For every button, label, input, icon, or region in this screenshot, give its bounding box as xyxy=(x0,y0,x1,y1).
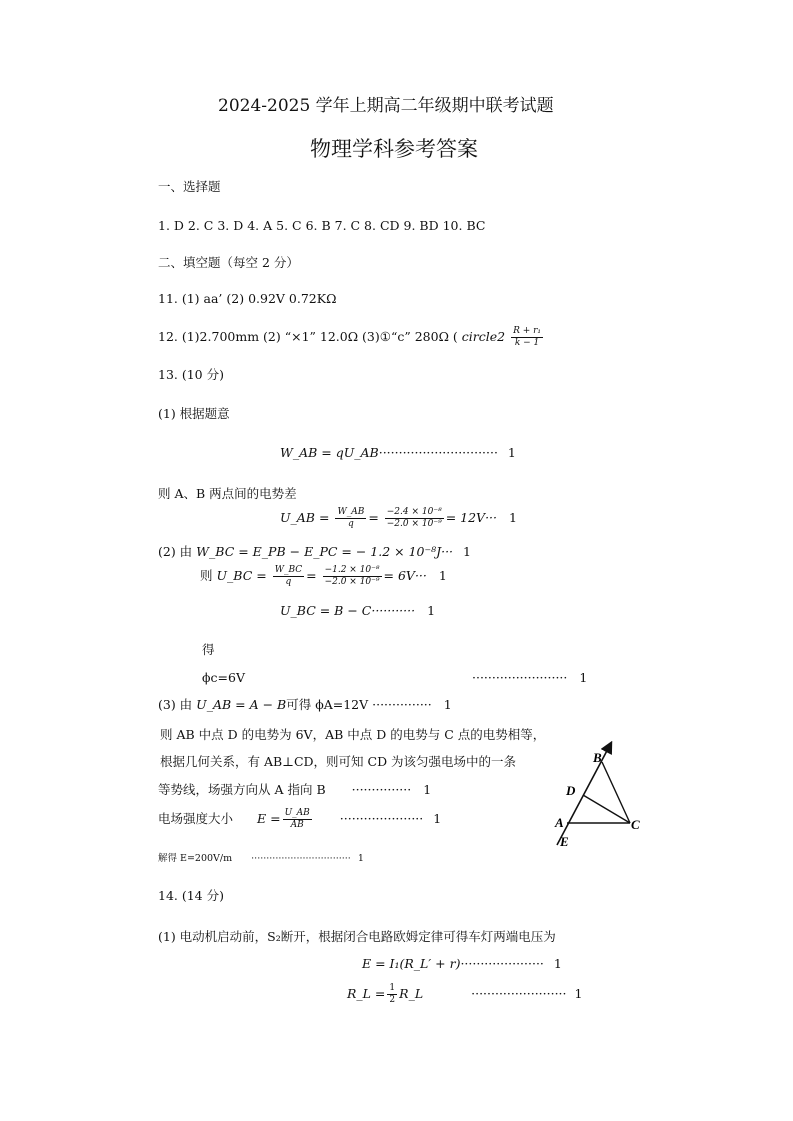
phi-c-score xyxy=(472,672,587,685)
eq-work-ab xyxy=(280,447,516,460)
q12-answer xyxy=(158,327,545,348)
score: 1 xyxy=(509,510,517,525)
section-choice-heading: 一、选择题 xyxy=(158,179,221,194)
p3-line3-text: 等势线，场强方向从 A 指向 B xyxy=(158,782,326,797)
eq-wbc-expr: W_BC = E_PB − E_PC = − 1.2 × 10⁻⁸J··· xyxy=(196,544,454,559)
frac-den: −2.0 × 10⁻⁹ xyxy=(386,519,442,529)
jiede-line xyxy=(158,854,364,864)
eq-wbc xyxy=(158,546,471,559)
q13-part2-label: (2) 由 xyxy=(158,544,193,559)
p3-line4 xyxy=(158,805,441,833)
frac-num: 1 xyxy=(389,982,396,993)
eq-uab-lhs: U_AB = xyxy=(280,510,330,525)
eq-uab-rhs: = 12V··· xyxy=(445,510,498,525)
frac-den: q xyxy=(285,577,292,587)
choice-answers: 1. D 2. C 3. D 4. A 5. C 6. B 7. C 8. CD 9. BD 10. BC xyxy=(158,218,486,233)
p3-line3 xyxy=(158,784,431,797)
phi-c: ϕc=6V xyxy=(202,670,245,685)
dots: ··············· xyxy=(351,782,412,797)
q13-part3 xyxy=(158,699,452,712)
eq-ubc: 则 U_BC = $\frac{W\_BC}{q}$ = $\frac{\text{−1.2 × 10⁻⁸}}{\text{−2.0 × 10⁻⁹}}$ = 6V··· 1 xyxy=(200,565,447,587)
q12-circle: circle2 xyxy=(461,329,506,344)
eq-ubc-lhs: U_BC = xyxy=(216,568,267,583)
score: 1 xyxy=(574,985,583,1001)
dots: ························ xyxy=(471,985,567,1001)
q12-fraction xyxy=(511,327,543,348)
frac-den: AB xyxy=(290,819,304,830)
frac-num: U_AB xyxy=(284,807,310,818)
eq-e-i1 xyxy=(362,958,562,971)
eq-ubc2 xyxy=(280,605,435,618)
p3-line4-text: 电场强度大小 xyxy=(158,810,234,826)
eq-e-lhs: E = xyxy=(257,810,281,826)
q13-part1-label: (1) 根据题意 xyxy=(158,406,230,421)
score: 1 xyxy=(357,853,364,864)
frac-wbc-q xyxy=(273,566,304,587)
q14-heading: 14. (14 分) xyxy=(158,888,224,903)
eq-ubc-rhs: = 6V··· xyxy=(383,568,427,583)
score: 1 xyxy=(443,697,452,712)
label-d: D xyxy=(566,783,576,798)
dots: ····················· xyxy=(460,956,544,971)
label-e: E xyxy=(560,834,569,849)
eq-uab: U_AB = $\frac{W\_AB}{q}$ = $\frac{\text{−2.4 × 10⁻⁸}}{\text{−2.0 × 10⁻⁹}}$ = 12V··· 1 xyxy=(280,507,517,529)
label-a: A xyxy=(555,815,564,830)
eq-uab3: U_AB = A − B xyxy=(196,697,287,712)
ubc-prefix: 则 xyxy=(200,568,213,583)
score: 1 xyxy=(579,670,588,685)
de-text: 得 xyxy=(202,642,215,657)
frac-half xyxy=(387,984,397,1005)
p3-line1: 则 AB 中点 D 的电势为 6V，AB 中点 D 的电势与 C 点的电势相等， xyxy=(160,727,546,742)
dots: ························ xyxy=(472,670,568,685)
dots: ································· xyxy=(251,853,351,864)
eq-w-ab: W_AB = qU_AB xyxy=(280,445,379,460)
part3-suffix: 可得 ϕA=12V ··············· xyxy=(286,697,432,712)
frac-num: W_BC xyxy=(274,565,303,575)
eq-rl-lhs: R_L = xyxy=(347,985,386,1001)
q12-frac-den: k − 1 xyxy=(514,338,540,348)
score: 1 xyxy=(463,544,471,559)
q12-text: 12. (1)2.700mm (2) “×1” 12.0Ω (3)①“c” 280Ω ( xyxy=(158,329,458,344)
frac-den: −2.0 × 10⁻⁹ xyxy=(324,577,380,587)
score: 1 xyxy=(433,810,442,826)
frac-ubc xyxy=(323,566,382,587)
score: 1 xyxy=(423,782,432,797)
field-diagram xyxy=(545,735,655,855)
frac-num: W_AB xyxy=(337,507,365,517)
dots: ······························ xyxy=(378,445,498,460)
part3-prefix: (3) 由 xyxy=(158,697,193,712)
frac-num: −2.4 × 10⁻⁸ xyxy=(386,507,442,517)
score: 1 xyxy=(438,568,447,583)
q13-uab-text: 则 A、B 两点间的电势差 xyxy=(158,486,297,501)
eq-e-i1-expr: E = I₁(R_L′ + r) xyxy=(362,956,461,971)
q11-answer: 11. (1) aa’ (2) 0.92V 0.72KΩ xyxy=(158,291,337,306)
dots: ····················· xyxy=(339,810,424,826)
score: 1 xyxy=(507,445,516,460)
q12-frac-num: R + r₁ xyxy=(513,326,542,336)
label-c: C xyxy=(631,817,640,832)
score: 1 xyxy=(427,603,436,618)
frac-e xyxy=(283,809,312,830)
q14-part1: (1) 电动机启动前，S₂断开，根据闭合电路欧姆定律可得车灯两端电压为 xyxy=(158,929,556,944)
frac-uab xyxy=(385,508,444,529)
jiede-text: 解得 E=200V/m xyxy=(158,853,233,864)
label-b: B xyxy=(593,750,602,765)
frac-wab-q xyxy=(335,508,366,529)
eq-ubc2-expr: U_BC = B − C··········· xyxy=(280,603,416,618)
eq-rl xyxy=(347,980,582,1008)
q13-heading: 13. (10 分) xyxy=(158,367,224,382)
frac-den: 2 xyxy=(389,994,396,1005)
exam-title: 2024-2025 学年上期高二年级期中联考试题 xyxy=(218,96,554,116)
score: 1 xyxy=(553,956,562,971)
frac-num: −1.2 × 10⁻⁸ xyxy=(324,565,380,575)
answer-subtitle: 物理学科参考答案 xyxy=(310,137,478,161)
p3-line2: 根据几何关系，有 AB⊥CD，则可知 CD 为该匀强电场中的一条 xyxy=(160,754,517,769)
eq-rl-rhs: R_L xyxy=(399,985,424,1001)
section-fill-heading: 二、填空题（每空 2 分） xyxy=(158,255,299,270)
frac-den: q xyxy=(347,519,354,529)
